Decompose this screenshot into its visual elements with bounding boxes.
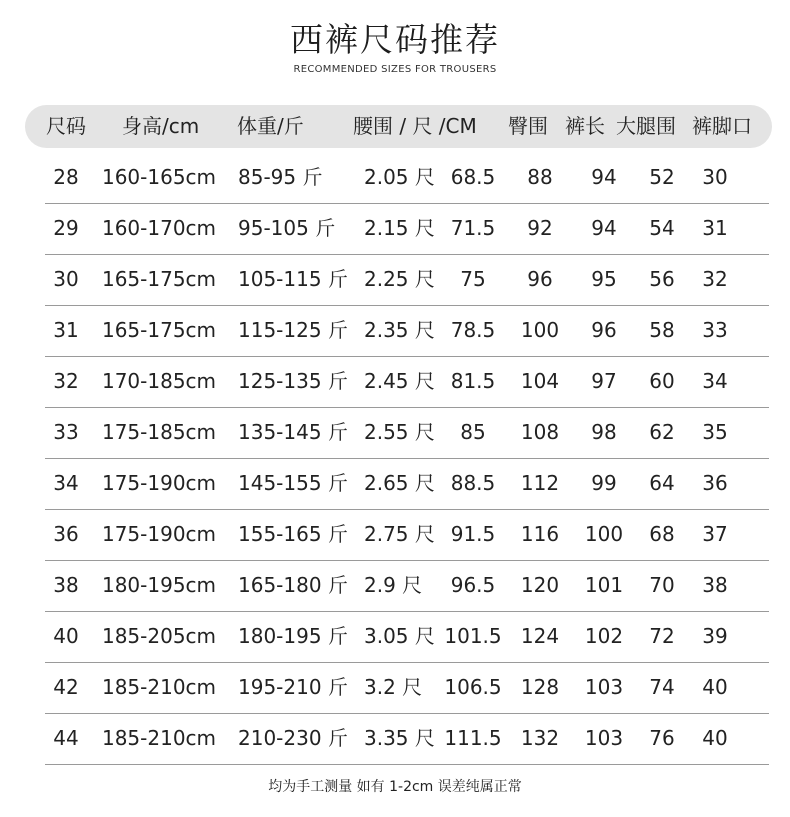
table-row [45, 611, 769, 663]
cell-weight: 180-195 斤 [238, 624, 348, 648]
cell-length: 102 [584, 624, 624, 648]
header-height: 身高/cm [122, 114, 200, 138]
cell-size: 31 [53, 318, 79, 342]
table-header-row [25, 105, 772, 148]
cell-weight: 145-155 斤 [238, 471, 348, 495]
cell-hip: 96 [527, 267, 553, 291]
cell-waist-cm: 91.5 [450, 522, 496, 546]
cell-waist-chi: 2.35 尺 [364, 318, 435, 342]
header-thigh: 大腿围 [616, 114, 676, 138]
table-row [45, 662, 769, 714]
cell-length: 97 [591, 369, 617, 393]
cell-hip: 112 [520, 471, 560, 495]
cell-hem: 40 [702, 675, 728, 699]
cell-hip: 92 [527, 216, 553, 240]
cell-waist-cm: 81.5 [450, 369, 496, 393]
cell-waist-chi: 2.05 尺 [364, 165, 435, 189]
cell-hem: 35 [702, 420, 728, 444]
cell-size: 40 [53, 624, 79, 648]
cell-hem: 39 [702, 624, 728, 648]
cell-size: 36 [53, 522, 79, 546]
cell-thigh: 70 [649, 573, 675, 597]
table-row [45, 356, 769, 408]
cell-thigh: 54 [649, 216, 675, 240]
table-row [45, 458, 769, 510]
cell-weight: 105-115 斤 [238, 267, 348, 291]
cell-hem: 31 [702, 216, 728, 240]
cell-thigh: 72 [649, 624, 675, 648]
header-hem: 裤脚口 [692, 114, 752, 138]
table-row [45, 509, 769, 561]
cell-thigh: 76 [649, 726, 675, 750]
cell-weight: 155-165 斤 [238, 522, 348, 546]
table-row [45, 560, 769, 612]
cell-hip: 120 [520, 573, 560, 597]
cell-height: 185-210cm [101, 675, 217, 699]
cell-height: 180-195cm [101, 573, 217, 597]
cell-waist-chi: 2.15 尺 [364, 216, 435, 240]
cell-height: 175-190cm [101, 471, 217, 495]
cell-length: 94 [591, 216, 617, 240]
cell-thigh: 74 [649, 675, 675, 699]
cell-hem: 40 [702, 726, 728, 750]
cell-waist-cm: 85 [460, 420, 486, 444]
cell-thigh: 62 [649, 420, 675, 444]
table-row [45, 407, 769, 459]
cell-waist-chi: 2.25 尺 [364, 267, 435, 291]
cell-weight: 85-95 斤 [238, 165, 323, 189]
cell-weight: 115-125 斤 [238, 318, 348, 342]
cell-height: 175-190cm [101, 522, 217, 546]
cell-waist-cm: 68.5 [450, 165, 496, 189]
cell-waist-chi: 2.55 尺 [364, 420, 435, 444]
header-waist: 腰围 / 尺 /CM [353, 114, 477, 138]
cell-hem: 38 [702, 573, 728, 597]
cell-length: 101 [584, 573, 624, 597]
cell-hip: 116 [520, 522, 560, 546]
cell-height: 165-175cm [101, 267, 217, 291]
table-row [45, 305, 769, 357]
cell-hem: 30 [702, 165, 728, 189]
cell-length: 94 [591, 165, 617, 189]
cell-weight: 210-230 斤 [238, 726, 348, 750]
cell-waist-chi: 2.75 尺 [364, 522, 435, 546]
cell-waist-cm: 111.5 [444, 726, 502, 750]
cell-hip: 128 [520, 675, 560, 699]
size-table [25, 105, 772, 750]
cell-height: 160-165cm [101, 165, 217, 189]
cell-waist-cm: 75 [460, 267, 486, 291]
cell-waist-chi: 3.2 尺 [364, 675, 423, 699]
cell-size: 33 [53, 420, 79, 444]
cell-thigh: 64 [649, 471, 675, 495]
cell-size: 32 [53, 369, 79, 393]
cell-size: 38 [53, 573, 79, 597]
cell-weight: 125-135 斤 [238, 369, 348, 393]
cell-waist-chi: 2.45 尺 [364, 369, 435, 393]
cell-length: 103 [584, 726, 624, 750]
cell-thigh: 52 [649, 165, 675, 189]
measurement-note: 均为手工测量 如有 1-2cm 误差纯属正常 [268, 779, 522, 795]
cell-size: 34 [53, 471, 79, 495]
cell-thigh: 68 [649, 522, 675, 546]
cell-size: 28 [53, 165, 79, 189]
page-subtitle: RECOMMENDED SIZES FOR TROUSERS [293, 64, 497, 75]
cell-height: 185-205cm [101, 624, 217, 648]
cell-hem: 37 [702, 522, 728, 546]
cell-hip: 100 [520, 318, 560, 342]
table-row [45, 713, 769, 765]
cell-thigh: 56 [649, 267, 675, 291]
cell-size: 29 [53, 216, 79, 240]
cell-size: 42 [53, 675, 79, 699]
header-weight: 体重/斤 [237, 114, 304, 138]
cell-hem: 34 [702, 369, 728, 393]
cell-size: 30 [53, 267, 79, 291]
page-title: 西裤尺码推荐 [290, 20, 500, 59]
cell-hip: 88 [527, 165, 553, 189]
header-size: 尺码 [46, 114, 86, 138]
cell-length: 95 [591, 267, 617, 291]
cell-hem: 33 [702, 318, 728, 342]
cell-waist-cm: 78.5 [450, 318, 496, 342]
cell-hem: 36 [702, 471, 728, 495]
cell-hem: 32 [702, 267, 728, 291]
cell-weight: 195-210 斤 [238, 675, 348, 699]
cell-thigh: 58 [649, 318, 675, 342]
cell-hip: 108 [520, 420, 560, 444]
cell-waist-cm: 106.5 [444, 675, 502, 699]
cell-height: 160-170cm [101, 216, 217, 240]
cell-hip: 124 [520, 624, 560, 648]
cell-height: 185-210cm [101, 726, 217, 750]
cell-length: 98 [591, 420, 617, 444]
cell-hip: 132 [520, 726, 560, 750]
cell-length: 103 [584, 675, 624, 699]
cell-weight: 95-105 斤 [238, 216, 336, 240]
cell-waist-chi: 2.65 尺 [364, 471, 435, 495]
cell-hip: 104 [520, 369, 560, 393]
cell-waist-chi: 3.35 尺 [364, 726, 435, 750]
header-length: 裤长 [565, 114, 605, 138]
cell-length: 100 [584, 522, 624, 546]
cell-thigh: 60 [649, 369, 675, 393]
table-row [45, 254, 769, 306]
cell-length: 99 [591, 471, 617, 495]
cell-height: 170-185cm [101, 369, 217, 393]
table-row [45, 152, 769, 204]
cell-waist-cm: 88.5 [450, 471, 496, 495]
cell-size: 44 [53, 726, 79, 750]
cell-waist-cm: 101.5 [444, 624, 502, 648]
cell-waist-chi: 3.05 尺 [364, 624, 435, 648]
cell-waist-chi: 2.9 尺 [364, 573, 423, 597]
cell-waist-cm: 71.5 [450, 216, 496, 240]
cell-waist-cm: 96.5 [450, 573, 496, 597]
cell-weight: 135-145 斤 [238, 420, 348, 444]
cell-length: 96 [591, 318, 617, 342]
cell-height: 165-175cm [101, 318, 217, 342]
header-hip: 臀围 [508, 114, 548, 138]
cell-height: 175-185cm [101, 420, 217, 444]
cell-weight: 165-180 斤 [238, 573, 348, 597]
table-row [45, 203, 769, 255]
